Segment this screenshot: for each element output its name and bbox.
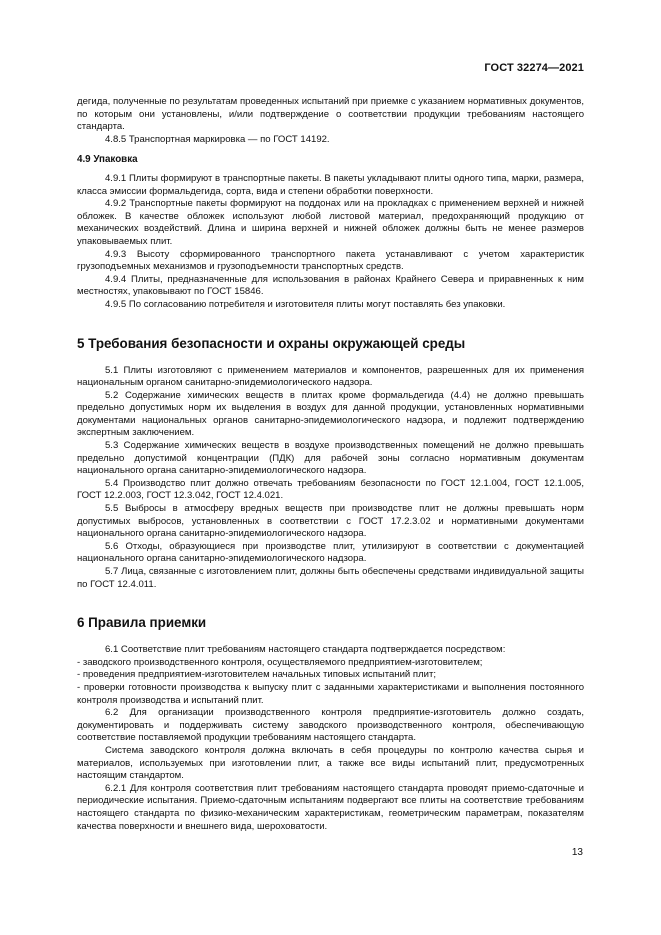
paragraph: 4.9.2 Транспортные пакеты формируют на поддонах или на прокладках с применением верхней и нижней обложек. В качестве обложек используют любой листовой материал, предохраняющий продукцию от механических воздействий. Длина и ширина верхней и нижней обложек должны быть не менее размеров упаковываемых плит. xyxy=(77,198,584,247)
list-item: - проверки готовности производства к выпуску плит с заданными характеристиками и выполнения постоянного контроля производства и испытаний плит. xyxy=(77,681,584,706)
paragraph: дегида, полученные по результатам проведенных испытаний при приемке с указанием нормативных документов, по которым они установлены, и/или подтверждение о соответствии продукции требованиям настоящего стандарта. xyxy=(77,96,584,133)
paragraph: Система заводского контроля должна включать в себя процедуры по контролю качества сырья и материалов, используемых при изготовлении плит, а также все виды испытаний плит, предусмотренных настоящим стандартом. xyxy=(77,744,584,782)
paragraph: 4.9.1 Плиты формируют в транспортные пакеты. В пакеты укладывают плиты одного типа, марки, размера, класса эмиссии формальдегида, сорта, вида и степени обработки поверхности. xyxy=(77,172,584,197)
subsection-heading: 4.9 Упаковка xyxy=(77,154,138,166)
paragraph: 4.9.5 По согласованию потребителя и изготовителя плиты могут поставлять без упаковки. xyxy=(105,298,506,310)
paragraph: 6.2 Для организации производственного контроля предприятие-изготовитель должно создать, документировать и поддерживать систему заводского производственного контроля, обеспечивающую соответствие поставляемой продукции требованиям настоящего стандарта. xyxy=(77,707,584,744)
paragraph: 6.1 Соответствие плит требованиям настоящего стандарта подтверждается посредством: xyxy=(105,644,506,656)
paragraph: 5.7 Лица, связанные с изготовлением плит, должны быть обеспечены средствами индивидуальной защиты по ГОСТ 12.4.011. xyxy=(77,566,584,590)
paragraph: 5.3 Содержание химических веществ в воздухе производственных помещений не должно превышать предельно допустимой концентрации (ПДК) для рабочей зоны согласно нормативным документам национального органа санитарно-эпидемиологического надзора. xyxy=(77,440,584,477)
paragraph: 5.1 Плиты изготовляют с применением материалов и компонентов, разрешенных для их применения национальным органом санитарно-эпидемиологического надзора. xyxy=(77,364,584,389)
list-item: - проведения предприятием-изготовителем начальных типовых испытаний плит; xyxy=(77,669,437,681)
paragraph: 4.8.5 Транспортная маркировка — по ГОСТ 14192. xyxy=(105,133,330,145)
list-item: - заводского производственного контроля, осуществляемого предприятием-изготовителем; xyxy=(77,656,483,668)
section-heading: 6 Правила приемки xyxy=(77,615,207,631)
paragraph: 4.9.4 Плиты, предназначенные для использования в районах Крайнего Севера и приравненных к ним местностях, упаковывают по ГОСТ 15846. xyxy=(77,273,584,298)
section-heading: 5 Требования безопасности и охраны окружающей среды xyxy=(77,335,466,351)
page-content xyxy=(77,96,584,833)
paragraph: 6.2.1 Для контроля соответствия плит требованиям настоящего стандарта проводят приемо-сдаточные и периодические испытания. Приемо-сдаточным испытаниям подвергают все плиты на соответствие требованиям настоящего стандарта по физико-механическим характеристикам, геометрическим параметрам, показателям качества поверхности и внешнего вида, шероховатости. xyxy=(77,782,584,832)
paragraph: 5.6 Отходы, образующиеся при производстве плит, утилизируют в соответствии с документацией национального органа санитарно-эпидемиологического надзора. xyxy=(77,540,584,565)
paragraph: 5.4 Производство плит должно отвечать требованиям безопасности по ГОСТ 12.1.004, ГОСТ 12.1.005, ГОСТ 12.2.003, ГОСТ 12.3.042, ГОСТ 12.4.021. xyxy=(77,477,584,502)
paragraph: 5.2 Содержание химических веществ в плитах кроме формальдегида (4.4) не должно превышать предельно допустимых норм их выделения в воздух для данной продукции, установленных нормативными документами национальных органов санитарно-эпидемиологического надзора, и подлежит подтверждению экспертным заключением. xyxy=(77,389,584,439)
paragraph: 5.5 Выбросы в атмосферу вредных веществ при производстве плит не должны превышать норм допустимых выбросов, установленных в соответствии с ГОСТ 17.2.3.02 и нормативными документами национального органа санитарно-эпидемиологического надзора. xyxy=(77,503,584,540)
page-number: 13 xyxy=(571,847,583,858)
paragraph: 4.9.3 Высоту сформированного транспортного пакета устанавливают с учетом характеристик грузоподъемных механизмов и грузоподъемности транспортных средств. xyxy=(77,248,584,273)
standard-header: ГОСТ 32274—2021 xyxy=(484,62,584,74)
